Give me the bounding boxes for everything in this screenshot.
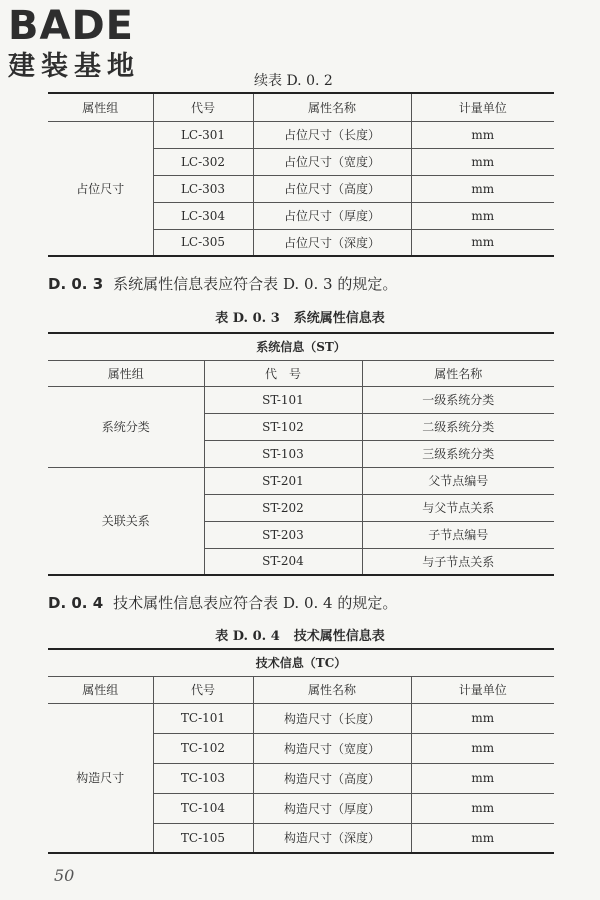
attribute-name-cell: 占位尺寸（长度） [253, 121, 411, 148]
group-cell: 关联关系 [48, 467, 204, 575]
table-d03-caption [0, 307, 600, 326]
table-row [48, 467, 554, 494]
attribute-name-cell: 与父节点关系 [362, 494, 554, 521]
unit-cell: mm [411, 823, 554, 853]
group-cell: 构造尺寸 [48, 703, 153, 853]
table-d02-continued-caption: 续表 D. 0. 2 [254, 73, 333, 89]
unit-cell: mm [411, 229, 554, 256]
header-cell: 计量单位 [411, 676, 554, 703]
unit-cell: mm [411, 733, 554, 763]
group-cell: 系统分类 [48, 386, 204, 467]
attribute-name-cell: 父节点编号 [362, 467, 554, 494]
code-cell: ST-101 [204, 386, 362, 413]
code-cell: LC-301 [153, 121, 253, 148]
table-d04-caption [0, 625, 600, 644]
logo-latin: BADE [8, 3, 134, 49]
code-cell: TC-103 [153, 763, 253, 793]
unit-cell: mm [411, 121, 554, 148]
attribute-name-cell: 构造尺寸（宽度） [253, 733, 411, 763]
code-cell: TC-105 [153, 823, 253, 853]
caption-title: 系统属性信息表 [293, 311, 385, 326]
section-number: D. 0. 3 [48, 275, 104, 293]
code-cell: TC-101 [153, 703, 253, 733]
section-number: D. 0. 4 [48, 594, 104, 612]
header-cell: 属性名称 [253, 676, 411, 703]
code-cell: LC-304 [153, 202, 253, 229]
code-cell: TC-102 [153, 733, 253, 763]
code-cell: TC-104 [153, 793, 253, 823]
page-number: 50 [54, 866, 75, 885]
attribute-name-cell: 构造尺寸（厚度） [253, 793, 411, 823]
attribute-name-cell: 一级系统分类 [362, 386, 554, 413]
attribute-name-cell: 构造尺寸（高度） [253, 763, 411, 793]
code-cell: ST-103 [204, 440, 362, 467]
table-d04 [48, 648, 554, 854]
code-cell: ST-201 [204, 467, 362, 494]
table-row [48, 703, 554, 733]
header-cell: 代号 [153, 93, 253, 121]
table-row [48, 121, 554, 148]
brand-logo [8, 4, 178, 86]
table-d02-continued [48, 92, 554, 257]
table-title: 系统信息（ST） [48, 333, 554, 360]
attribute-name-cell: 与子节点关系 [362, 548, 554, 575]
table-row [48, 386, 554, 413]
code-cell: ST-203 [204, 521, 362, 548]
logo-cjk: 建装基地 [8, 51, 140, 82]
header-cell: 属性组 [48, 360, 204, 386]
header-cell: 代号 [153, 676, 253, 703]
attribute-name-cell: 占位尺寸（高度） [253, 175, 411, 202]
code-cell: ST-102 [204, 413, 362, 440]
unit-cell: mm [411, 793, 554, 823]
header-cell: 属性名称 [362, 360, 554, 386]
caption-number: 表 D. 0. 4 [215, 629, 280, 644]
section-text: 系统属性信息表应符合表 D. 0. 3 的规定。 [113, 275, 398, 293]
caption-number: 表 D. 0. 3 [215, 311, 280, 326]
section-d04 [48, 592, 397, 613]
attribute-name-cell: 占位尺寸（深度） [253, 229, 411, 256]
header-cell: 代 号 [204, 360, 362, 386]
attribute-name-cell: 占位尺寸（宽度） [253, 148, 411, 175]
attribute-name-cell: 构造尺寸（长度） [253, 703, 411, 733]
attribute-name-cell: 子节点编号 [362, 521, 554, 548]
code-cell: ST-202 [204, 494, 362, 521]
header-cell: 计量单位 [411, 93, 554, 121]
attribute-name-cell: 构造尺寸（深度） [253, 823, 411, 853]
unit-cell: mm [411, 148, 554, 175]
table-title: 技术信息（TC） [48, 649, 554, 676]
section-text: 技术属性信息表应符合表 D. 0. 4 的规定。 [113, 594, 398, 612]
unit-cell: mm [411, 202, 554, 229]
code-cell: LC-302 [153, 148, 253, 175]
header-cell: 属性组 [48, 676, 153, 703]
code-cell: ST-204 [204, 548, 362, 575]
table-d03 [48, 332, 554, 576]
unit-cell: mm [411, 763, 554, 793]
group-cell: 占位尺寸 [48, 121, 153, 256]
header-cell: 属性组 [48, 93, 153, 121]
unit-cell: mm [411, 703, 554, 733]
code-cell: LC-303 [153, 175, 253, 202]
header-cell: 属性名称 [253, 93, 411, 121]
unit-cell: mm [411, 175, 554, 202]
section-d03 [48, 273, 397, 294]
caption-title: 技术属性信息表 [293, 629, 385, 644]
attribute-name-cell: 占位尺寸（厚度） [253, 202, 411, 229]
code-cell: LC-305 [153, 229, 253, 256]
attribute-name-cell: 三级系统分类 [362, 440, 554, 467]
attribute-name-cell: 二级系统分类 [362, 413, 554, 440]
